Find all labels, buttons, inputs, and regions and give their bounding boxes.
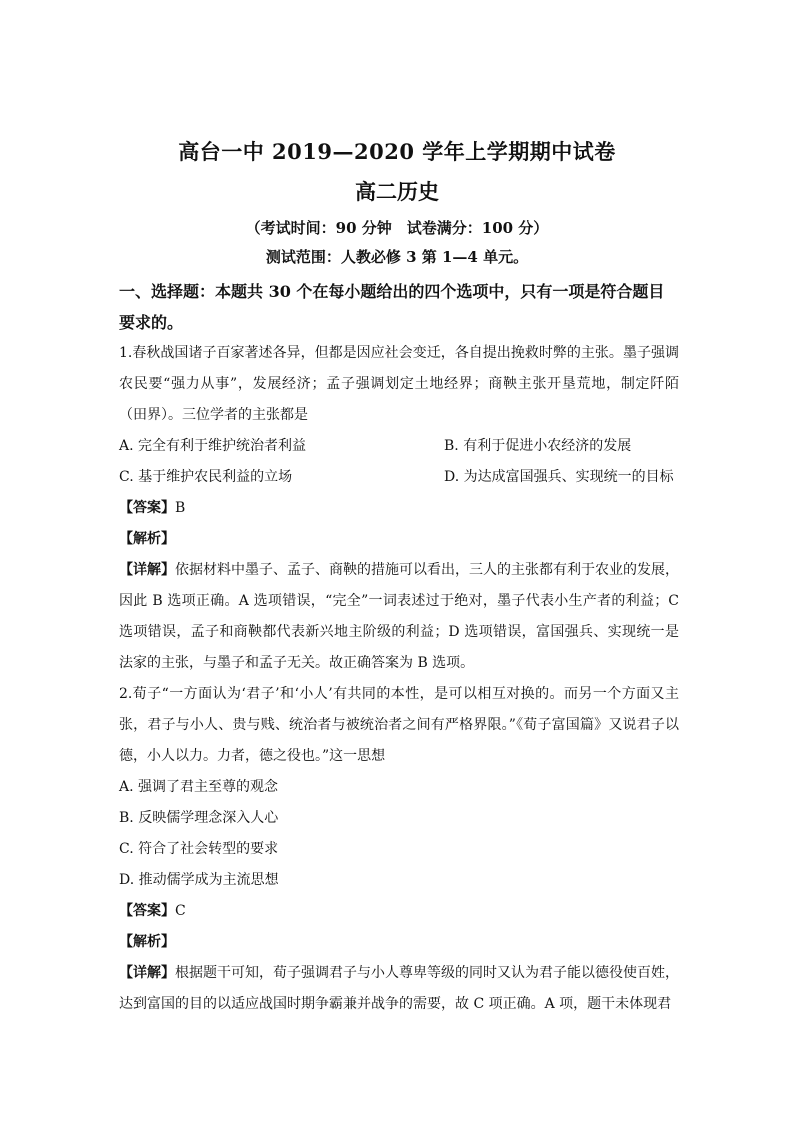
question-2-option-b: B. 反映儒学理念深入人心 (119, 810, 279, 826)
question-1-option-c: C. 基于维护农民利益的立场 (119, 469, 293, 485)
question-2-analysis-label: 【解析】 (119, 934, 175, 950)
question-1-option-a: A. 完全有利于维护统治者利益 (119, 438, 307, 454)
question-1-stem: 1.春秋战国诸子百家著述各异，但都是因应社会变迁，各自提出挽救时弊的主张。墨子强调农民要“强力从事”，发展经济；孟子强调划定土地经界；商鞅主张开垦荒地，制定阡陌（田界）。三位学者的主张都是 (119, 345, 679, 423)
question-1-analysis-label: 【解析】 (119, 531, 175, 547)
detail-label: 【详解】 (119, 562, 175, 578)
detail-label: 【详解】 (119, 965, 175, 981)
detail-text: 依据材料中墨子、孟子、商鞅的措施可以看出，三人的主张都有利于农业的发展，因此 B 选项正确。A 选项错误，“完全”一词表述过于绝对，墨子代表小生产者的利益；C 选项错误，孟子和商鞅都代表新兴地主阶级的利益；D 选项错误，富国强兵、实现统一是法家的主张，与墨子和孟子无关。故正确答案为 B 选项。 (119, 562, 679, 671)
question-1-detail (119, 555, 679, 679)
question-2-detail (119, 958, 679, 1020)
question-1-answer (119, 493, 185, 524)
question-2-answer (119, 896, 186, 927)
detail-text: 根据题干可知，荀子强调君子与小人尊卑等级的同时又认为君子能以德役使百姓，达到富国的目的以适应战国时期争霸兼并战争的需要，故 C 项正确。A 项，题干未体现君 (119, 965, 679, 1012)
question-2-option-d: D. 推动儒学成为主流思想 (119, 872, 279, 888)
question-1-option-d: D. 为达成富国强兵、实现统一的目标 (444, 469, 674, 485)
answer-label: 【答案】 (119, 500, 175, 516)
answer-value: C (175, 903, 186, 919)
answer-label: 【答案】 (119, 903, 175, 919)
answer-value: B (175, 500, 186, 516)
question-2-stem: 2.荀子“一方面认为‘君子’和‘小人’有共同的本性，是可以相互对换的。而另一个方面又主张，君子与小人、贵与贱、统治者与被统治者之间有严格界限。”《荀子富国篇》又说君子以德，小人以力。力者，德之役也。”这一思想 (119, 686, 679, 764)
exam-title: 高台一中 2019—2020 学年上学期期中试卷 (178, 139, 616, 164)
question-2-option-c: C. 符合了社会转型的要求 (119, 841, 279, 857)
subject-title: 高二历史 (355, 179, 439, 204)
exam-info: （考试时间：90 分钟 试卷满分：100 分） (245, 219, 549, 237)
section-heading: 一、选择题：本题共 30 个在每小题给出的四个选项中，只有一项是符合题目要求的。 (119, 282, 665, 332)
question-1-option-b: B. 有利于促进小农经济的发展 (444, 438, 632, 454)
test-scope: 测试范围：人教必修 3 第 1—4 单元。 (265, 248, 529, 266)
question-2-option-a: A. 强调了君主至尊的观念 (119, 779, 279, 795)
